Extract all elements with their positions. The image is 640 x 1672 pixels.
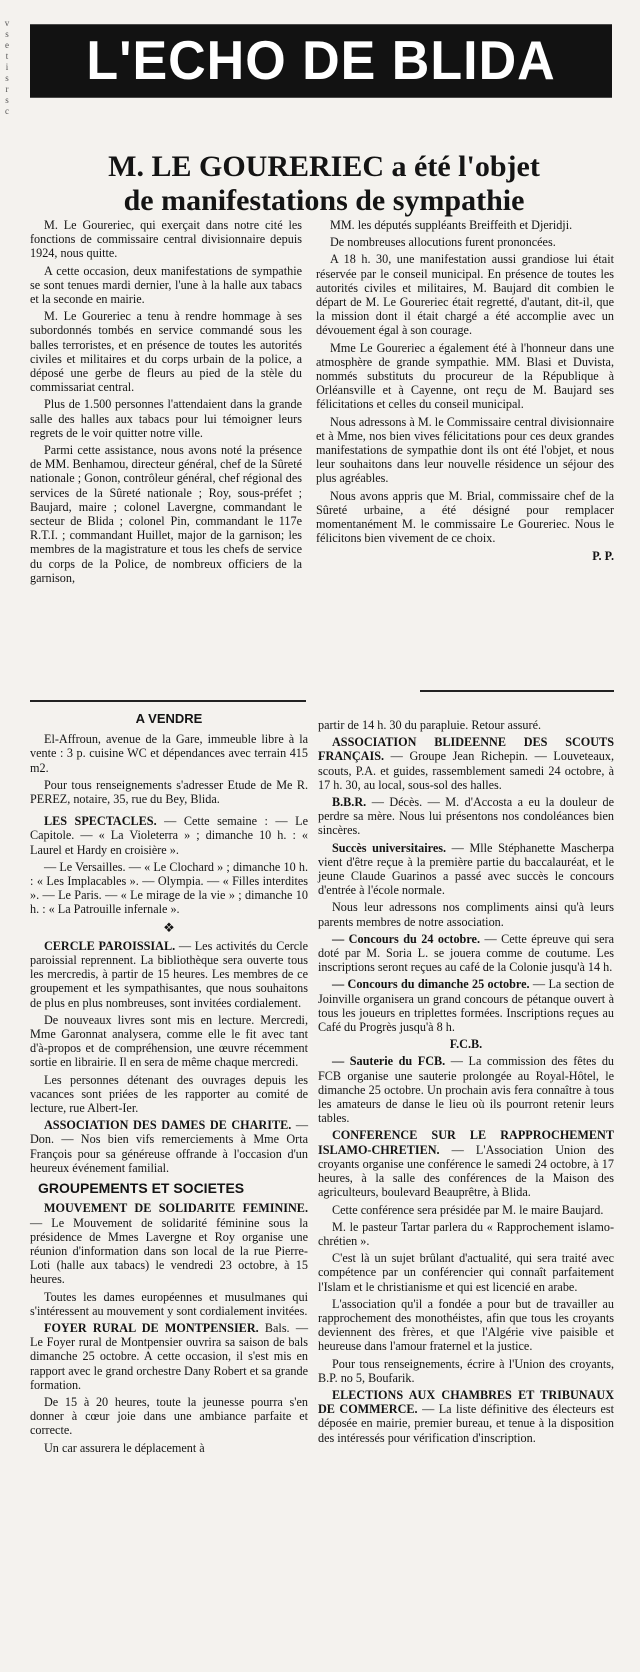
item-head: FOYER RURAL DE MONTPENSIER. xyxy=(44,1320,259,1335)
bbr-item xyxy=(318,795,614,838)
item-head: MOUVEMENT DE SOLIDARITE FEMININE. xyxy=(44,1201,308,1216)
paragraph: — Le Versailles. — « Le Clochard » ; dimanche 10 h. : « Les Implacables ». — Olympia. — « Filles interdites ». — Le Paris. — « Le mirage de la vie » ; dimanche 10 h. : « La Patrouille infernale ». xyxy=(30,859,308,917)
item-text: — L'Association Union des croyants organise une conférence le samedi 24 octobre, à 17 heures, à la salle des conférences de la Maison des agriculteurs, boulevard Beauprêtre, à Blida. xyxy=(318,1142,615,1200)
signature: P. P. xyxy=(592,549,614,564)
margin-letter: i xyxy=(5,62,9,72)
item-head: CONFERENCE SUR LE RAPPROCHEMENT ISLAMO-CHRETIEN. xyxy=(318,1128,614,1157)
item-head: LES SPECTACLES. xyxy=(44,814,157,829)
paragraph: Toutes les dames européennes et musulmanes qui s'intéressent au mouvement y sont cordialement invitées. xyxy=(30,1289,308,1318)
ornament: ❖ xyxy=(163,919,175,935)
item-text: — Les activités du Cercle paroissial reprennent. La bibliothèque sera ouverte tous les mercredis, à partir de 15 heures. Les membres de ce groupement et les sympathisantes, que nous souhaitons de plus en plus nombreuses, sont invitées cordialement. xyxy=(30,938,309,1010)
margin-letter: s xyxy=(5,29,9,39)
item-head: — Sauterie du FCB. xyxy=(332,1054,446,1069)
dames-item xyxy=(30,1118,308,1175)
item-text: — Décès. — M. d'Accosta a eu la douleur de perdre sa mère. Nous lui présentons nos condoléances bien sincères. xyxy=(318,795,615,838)
headline-line: M. LE GOURERIEC a été l'objet xyxy=(108,150,540,183)
item-text: Bals. — Le Foyer rural de Montpensier ouvrira sa saison de bals dimanche 25 octobre. A cette occasion, il s'est mis en rapport avec le grand orchestre Dany Robert et sa grande formation. xyxy=(30,1320,309,1392)
item-text: — Don. — Nos bien vifs remerciements à Mme Orta François pour sa généreuse offrande à l'occasion d'un heureux événement familial. xyxy=(30,1118,309,1175)
paragraph: Nous leur adressons nos compliments ainsi qu'à leurs parents membres de notre association. xyxy=(318,900,614,929)
item-text: — Le Mouvement de solidarité féminine sous la présidence de Mmes Lavergne et Roy organise une réunion d'information dans son local de la rue Pierre-Loti (halle aux tabacs) le vendredi 23 octobre, à 15 heures. xyxy=(30,1215,308,1287)
concours2-item xyxy=(318,977,614,1034)
paragraph: De nouveaux livres sont mis en lecture. Mercredi, Mme Garonnat analysera, comme elle le fit avec tant d'à-propos et de compréhension, une œuvre récemment sortie en librairie. Il en sera de même chaque mercredi. xyxy=(30,1012,308,1070)
item-head: ELECTIONS AUX CHAMBRES ET TRIBUNAUX DE COMMERCE. xyxy=(318,1387,614,1417)
succes-item xyxy=(318,841,614,898)
item-text: — Cette semaine : — Le Capitole. — « La Violeterra » ; dimanche 10 h. : « Laurel et Hardy en croisière ». xyxy=(30,814,308,857)
paragraph: A cette occasion, deux manifestations de sympathie se sont tenues mardi dernier, l'une à la halle aux tabacs et la seconde en mairie. xyxy=(30,263,302,307)
divider xyxy=(30,700,306,702)
item-head: ASSOCIATION BLIDEENNE DES SCOUTS FRANÇAIS. xyxy=(318,735,614,764)
paragraph: C'est là un sujet brûlant d'actualité, qui sera traité avec compétence par un conférencier qui connaît parfaitement l'Islam et le christianisme et qui est licencié en arabe. xyxy=(318,1251,614,1294)
spectacles-item xyxy=(30,814,308,857)
paragraph: Les personnes détenant des ouvrages depuis les vacances sont priées de les rapporter au comité de lecture, rue Albert-Ier. xyxy=(30,1072,308,1116)
item-head: Succès universitaires. xyxy=(332,840,447,855)
margin-letter: s xyxy=(5,73,9,83)
article-left-column xyxy=(30,218,302,588)
left-margin-letters xyxy=(2,18,12,117)
paragraph: Pour tous renseignements, écrire à l'Union des croyants, B.P. no 5, Boufarik. xyxy=(318,1356,614,1385)
margin-letter: s xyxy=(5,95,9,105)
item-head: CERCLE PAROISSIAL. xyxy=(44,938,176,953)
mouvement-item xyxy=(30,1201,308,1286)
item-text: — Groupe Jean Richepin. — Louveteaux, scouts, P.A. et guides, rassemblement samedi 24 octobre, à 17 h. 30, au local, sous-sol des halles. xyxy=(318,749,614,792)
paragraph: MM. les députés suppléants Breiffeith et Djeridji. xyxy=(330,218,573,232)
section-title: GROUPEMENTS ET SOCIETES xyxy=(38,1180,245,1197)
conference-item xyxy=(318,1128,614,1199)
margin-letter: t xyxy=(5,51,9,61)
paragraph: Un car assurera le déplacement à xyxy=(44,1440,205,1455)
paragraph: De 15 à 20 heures, toute la jeunesse pourra s'en donner à cœur joie dans une ambiance parfaite et correcte. xyxy=(30,1394,308,1438)
item-text: — Mlle Stéphanette Mascherpa vient d'être reçue à la première partie du baccalauréat, et le jeune Claude Guarinos a passé avec succès le concours d'entrée à l'école normale. xyxy=(318,840,614,898)
paragraph: M. le pasteur Tartar parlera du « Rapprochement islamo-chrétien ». xyxy=(318,1219,614,1248)
article-right-column xyxy=(316,218,614,564)
paragraph: Parmi cette assistance, nous avons noté la présence de MM. Benhamou, directeur général, chef de la Sûreté nationale ; Gonon, contrôleur général, chef régional des services de la Sûreté nationale ; Roy, sous-préfet ; Baujard, maire ; colonel Lavergne, commandant le secteur de Blida ; colonel Pin, commandant le 117e R.T.I. ; commandant Huillet, major de la garnison; les membres de la magistrature et tous les chefs de service du corps de la Police, de nombreux officiers de la garnison, xyxy=(30,443,302,585)
divider xyxy=(420,690,614,692)
elections-item xyxy=(318,1388,614,1445)
paragraph: Pour tous renseignements s'adresser Etude de Me R. PEREZ, notaire, 35, rue du Bey, Blida. xyxy=(30,777,308,807)
item-text: — La liste définitive des électeurs est déposée en mairie, premier bureau, et tenue à la disposition des intéressés pour vérification d'inscription. xyxy=(318,1402,614,1445)
item-head: — Concours du dimanche 25 octobre. xyxy=(332,977,530,992)
section-title: F.C.B. xyxy=(449,1037,483,1052)
paragraph: Cette conférence sera présidée par M. le maire Baujard. xyxy=(332,1202,604,1217)
section-title: A VENDRE xyxy=(135,711,203,726)
paragraph: partir de 14 h. 30 du parapluie. Retour assuré. xyxy=(318,718,542,732)
paragraph: L'association qu'il a fondée a pour but de travailler au rapprochement des monothéistes, afin que tous les croyants deviennent des frères, et que l'Algérie vive paisible et heureuse dans l'amour fraternel et la justice. xyxy=(318,1296,614,1354)
sauterie-item xyxy=(318,1054,614,1125)
scouts-item xyxy=(318,735,614,792)
paragraph: Mme Le Goureriec a également été à l'honneur dans une atmosphère de grande sympathie. MM. Blasi et Duvista, nommés substituts du procureur de la République à Orléansville et à Cayenne, ont reçu de M. Baujard ses félicitations et celles du conseil municipal. xyxy=(316,340,614,412)
item-head: — Concours du 24 octobre. xyxy=(332,931,480,946)
item-text: — La commission des fêtes du FCB organise une sauterie prolongée au Royal-Hôtel, le dimanche 25 octobre. Un prochain avis fera connaître à tous les amateurs de danse le lieu où ils pourront retenir leurs tables. xyxy=(318,1054,615,1126)
paragraph: Nous avons appris que M. Brial, commissaire chef de la Sûreté urbaine, a été désigné pour remplacer momentanément M. le commissaire Le Goureriec. Nous le félicitons bien vivement de ce choix. xyxy=(316,488,614,546)
item-text: — La section de Joinville organisera un grand concours de pétanque ouvert à tous les joueurs en triplettes formées. Inscriptions reçues au Café du Progrès jusqu'à 8 h. xyxy=(318,977,614,1035)
paragraph: Nous adressons à M. le Commissaire central divisionnaire et à Mme, nos bien vives félicitations pour ces deux grandes manifestations de sympathie dont ils ont été l'objet, et nous leur souhaitons dans leur nouvelle résidence un séjour des plus agréables. xyxy=(316,414,614,486)
margin-letter: v xyxy=(4,18,10,28)
cercle-item xyxy=(30,939,308,1010)
item-text: — Cette épreuve qui sera doté par M. Soria L. se jouera comme de coutume. Les inscriptions seront reçues au café de la Colonie jusqu'à 14 h. xyxy=(318,931,615,975)
headline-line: de manifestations de sympathie xyxy=(123,184,525,217)
item-head: B.B.R. xyxy=(332,795,367,810)
paragraph: El-Affroun, avenue de la Gare, immeuble libre à la vente : 3 p. cuisine WC et dépendances avec terrain 415 m2. xyxy=(30,732,308,775)
lower-left-column xyxy=(30,710,308,1458)
margin-letter: e xyxy=(5,40,9,50)
paragraph: M. Le Goureriec a tenu à rendre hommage à ses subordonnés tombés en service commandé sous les balles terroristes, et en présence de toutes les autorités civiles et militaires et du corps urbain de la police, a déposé une gerbe de fleurs au pied de la stèle du commissariat central. xyxy=(30,309,302,395)
foyer-item xyxy=(30,1321,308,1392)
paragraph: A 18 h. 30, une manifestation aussi grandiose lui était réservée par le conseil municipal. En présence de toutes les autorités civiles et militaires, M. Baujard dit combien le départ de M. Le Goureriec était regretté, d'autant, dit-il, que la mission dont il était chargé a été accomplie avec un dévouement égal à son courage. xyxy=(316,252,614,338)
article-headline xyxy=(24,150,624,218)
paragraph: M. Le Goureriec, qui exerçait dans notre cité les fonctions de commissaire central divisionnaire depuis 1924, nous quitte. xyxy=(30,218,302,261)
paragraph: Plus de 1.500 personnes l'attendaient dans la grande salle des halles aux tabacs pour lui témoigner leurs regrets de le voir quitter notre ville. xyxy=(30,397,302,440)
margin-letter: c xyxy=(5,106,9,116)
paragraph: De nombreuses allocutions furent prononcées. xyxy=(330,235,556,250)
masthead: L'ECHO DE BLIDA xyxy=(30,24,612,98)
item-head: ASSOCIATION DES DAMES DE CHARITE. xyxy=(44,1118,292,1133)
concours-item xyxy=(318,932,614,975)
lower-right-column xyxy=(318,718,614,1448)
margin-letter: r xyxy=(5,84,9,94)
